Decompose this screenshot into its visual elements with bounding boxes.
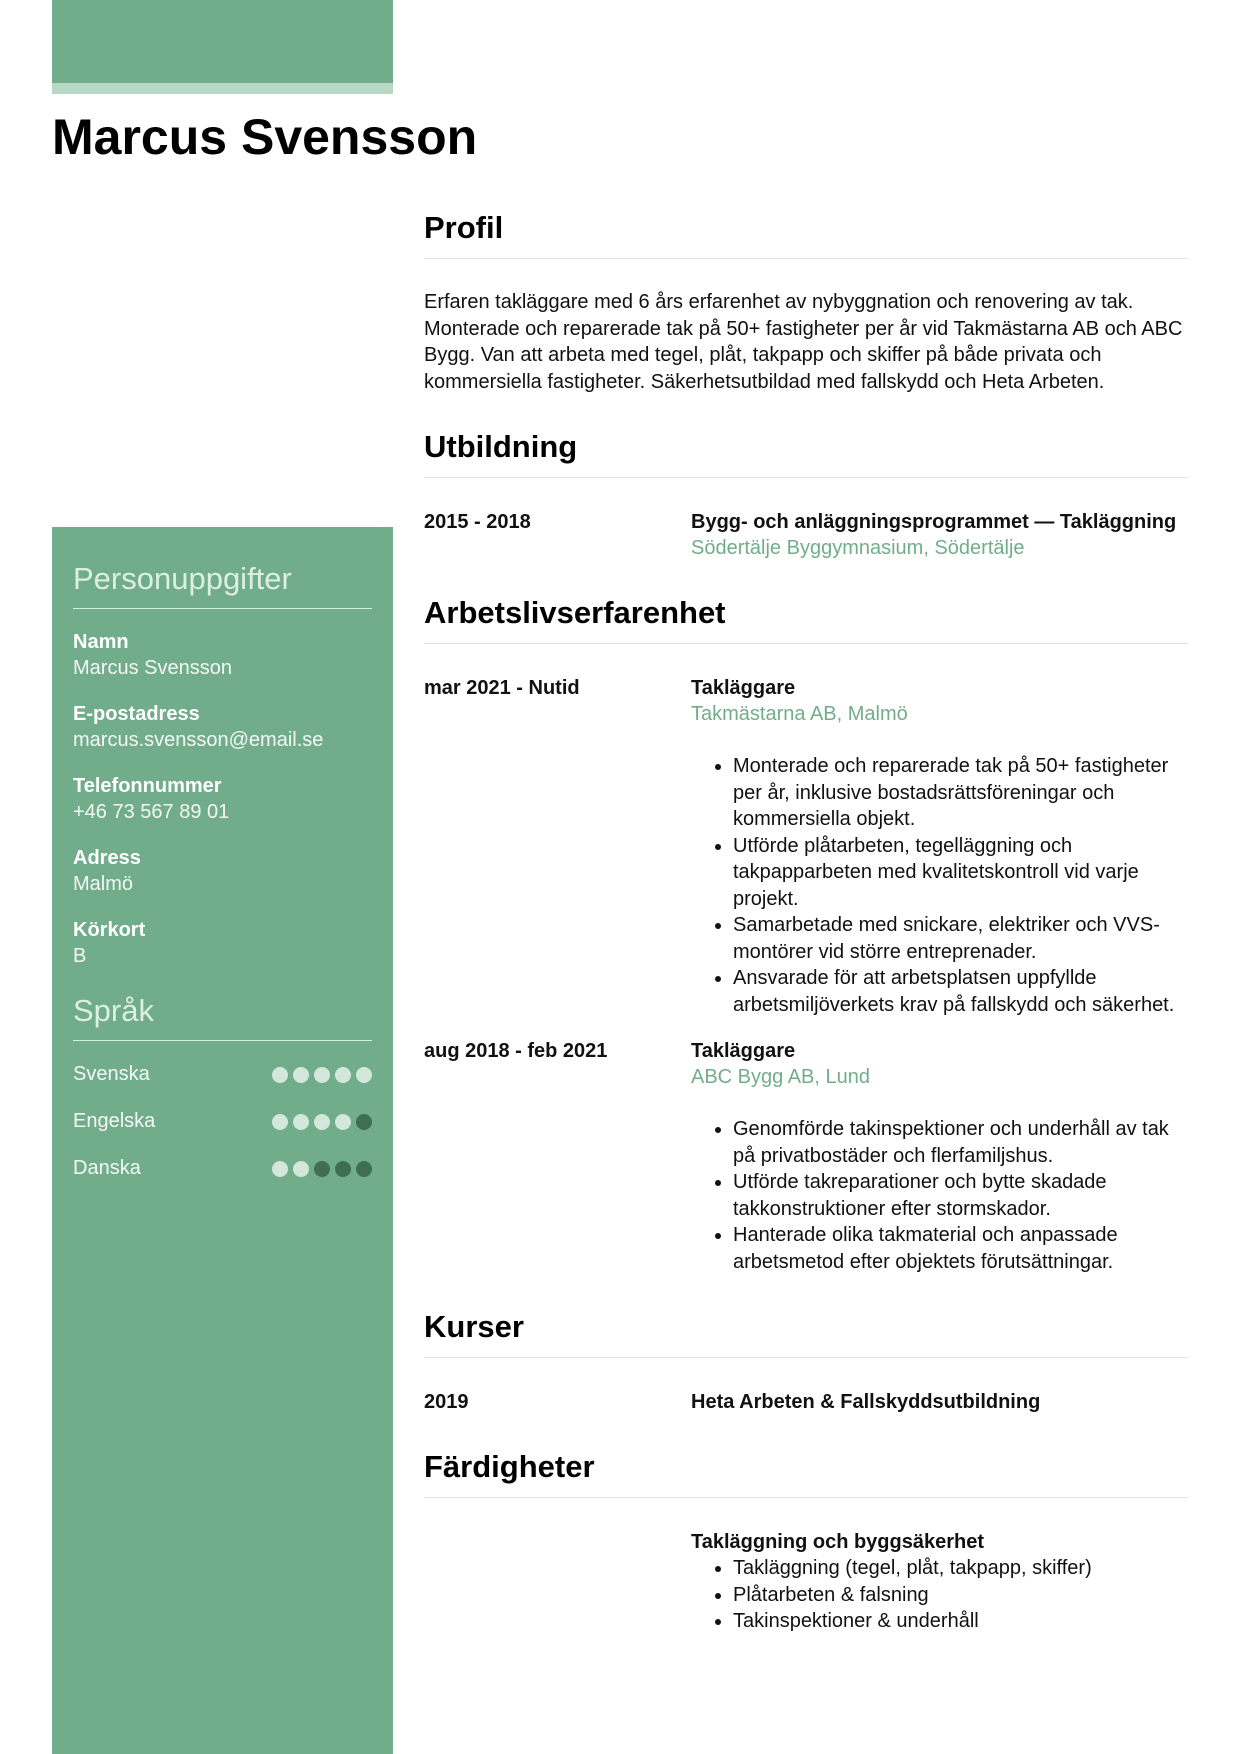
- main-content: [424, 210, 1188, 1635]
- language-name: Svenska: [73, 1063, 150, 1085]
- level-dot-filled: [293, 1067, 309, 1083]
- level-dot-filled: [272, 1114, 288, 1130]
- personal-info-label: Adress: [73, 847, 141, 869]
- entry-body: [691, 1529, 1188, 1635]
- entry-title: Takläggare: [691, 1040, 796, 1062]
- list-item: • Utförde plåtarbeten, tegelläggning och takpapparbeten med kvalitetskontroll vid varje projekt.: [733, 833, 1188, 913]
- personal-info-label: Körkort: [73, 919, 146, 941]
- language-name: Danska: [73, 1157, 141, 1179]
- courses-section: [424, 1309, 1188, 1415]
- entry-employer: Takmästarna AB, Malmö: [691, 703, 908, 725]
- skills-section: [424, 1449, 1188, 1635]
- personal-info-label: E-postadress: [73, 703, 200, 725]
- education-heading: Utbildning: [424, 429, 1188, 478]
- language-row: [73, 1051, 372, 1098]
- header-color-stripe: [52, 83, 393, 94]
- entry-institution: Södertälje Byggymnasium, Södertälje: [691, 537, 1025, 559]
- sidebar: [52, 527, 393, 1754]
- level-dot-empty: [335, 1161, 351, 1177]
- list-item: • Takinspektioner & underhåll: [733, 1608, 1188, 1635]
- language-level-dots: [272, 1114, 372, 1130]
- language-row: [73, 1098, 372, 1145]
- list-item: • Ansvarade för att arbetsplatsen uppfyllde arbetsmiljöverkets krav på fallskydd och säkerhet.: [733, 965, 1188, 1018]
- languages-list: [73, 1051, 372, 1192]
- entry-bullets: [691, 1116, 1188, 1275]
- entry-title: Takläggare: [691, 677, 796, 699]
- level-dot-empty: [356, 1114, 372, 1130]
- profile-section: [424, 210, 1188, 395]
- entry-title: Heta Arbeten & Fallskyddsutbildning: [691, 1391, 1041, 1413]
- personal-info-value: +46 73 567 89 01: [73, 801, 230, 823]
- skills-heading: Färdigheter: [424, 1449, 1188, 1498]
- entry-body: [691, 1389, 1188, 1415]
- skills-group-title: Takläggning och byggsäkerhet: [691, 1531, 985, 1553]
- entry-bullets: [691, 753, 1188, 1018]
- entry-employer: ABC Bygg AB, Lund: [691, 1066, 871, 1088]
- languages-heading: Språk: [73, 969, 372, 1041]
- experience-entry: [424, 675, 1188, 1018]
- course-entry: [424, 1389, 1188, 1415]
- level-dot-filled: [314, 1114, 330, 1130]
- level-dot-filled: [293, 1114, 309, 1130]
- level-dot-filled: [272, 1067, 288, 1083]
- experience-heading: Arbetslivserfarenhet: [424, 595, 1188, 644]
- language-name: Engelska: [73, 1110, 156, 1132]
- list-item: • Utförde takreparationer och bytte skadade takkonstruktioner efter stormskador.: [733, 1169, 1188, 1222]
- level-dot-filled: [293, 1161, 309, 1177]
- personal-info-list: [73, 629, 372, 969]
- entry-date: 2019: [424, 1391, 469, 1413]
- level-dot-filled: [335, 1067, 351, 1083]
- experience-entry: [424, 1038, 1188, 1275]
- list-item: • Genomförde takinspektioner och underhåll av tak på privatbostäder och flerfamiljshus.: [733, 1116, 1188, 1169]
- profile-heading: Profil: [424, 210, 1188, 259]
- list-item: • Samarbetade med snickare, elektriker och VVS-montörer vid större entreprenader.: [733, 912, 1188, 965]
- entry-date: mar 2021 - Nutid: [424, 677, 580, 699]
- education-entry: [424, 509, 1188, 561]
- list-item: • Monterade och reparerade tak på 50+ fastigheter per år, inklusive bostadsrättsföreningar och kommersiella objekt.: [733, 753, 1188, 833]
- personal-info-heading: Personuppgifter: [73, 527, 372, 609]
- level-dot-empty: [314, 1161, 330, 1177]
- entry-date: 2015 - 2018: [424, 511, 531, 533]
- level-dot-empty: [356, 1161, 372, 1177]
- education-section: [424, 429, 1188, 561]
- skills-entry: [424, 1529, 1188, 1635]
- skills-list: [691, 1555, 1188, 1635]
- header-color-band: [52, 0, 393, 83]
- profile-text: Erfaren takläggare med 6 års erfarenhet av nybyggnation och renovering av tak. Monterade och reparerade tak på 50+ fastigheter per år vid Takmästarna AB och ABC Bygg. Van att arbeta med tegel, plåt, takpapp och skiffer på både privata och kommersiella fastigheter. Säkerhetsutbildad med fallskydd och Heta Arbeten.: [424, 291, 1183, 393]
- personal-info-label: Namn: [73, 631, 129, 653]
- list-item: • Hanterade olika takmaterial och anpassade arbetsmetod efter objektets förutsättningar.: [733, 1222, 1188, 1275]
- personal-info-value: Malmö: [73, 873, 134, 895]
- language-level-dots: [272, 1067, 372, 1083]
- personal-info-item: [73, 773, 372, 825]
- entry-body: [691, 675, 1188, 1018]
- personal-info-label: Telefonnummer: [73, 775, 222, 797]
- entry-date-spacer: [424, 1529, 691, 1635]
- personal-info-value: Marcus Svensson: [73, 657, 232, 679]
- entry-body: [691, 509, 1188, 561]
- personal-info-value: marcus.svensson@email.se: [73, 729, 324, 751]
- experience-section: [424, 595, 1188, 1275]
- level-dot-filled: [356, 1067, 372, 1083]
- entry-date: aug 2018 - feb 2021: [424, 1040, 608, 1062]
- candidate-name: Marcus Svensson: [52, 109, 478, 165]
- personal-info-item: [73, 845, 372, 897]
- personal-info-item: [73, 629, 372, 681]
- language-level-dots: [272, 1161, 372, 1177]
- list-item: • Takläggning (tegel, plåt, takpapp, skiffer): [733, 1555, 1188, 1582]
- personal-info-item: [73, 701, 372, 753]
- language-row: [73, 1145, 372, 1192]
- personal-info-item: [73, 917, 372, 969]
- personal-info-value: B: [73, 945, 87, 967]
- entry-body: [691, 1038, 1188, 1275]
- level-dot-filled: [314, 1067, 330, 1083]
- level-dot-filled: [335, 1114, 351, 1130]
- level-dot-filled: [272, 1161, 288, 1177]
- courses-heading: Kurser: [424, 1309, 1188, 1358]
- entry-title: Bygg- och anläggningsprogrammet — Takläggning: [691, 511, 1177, 533]
- list-item: • Plåtarbeten & falsning: [733, 1582, 1188, 1609]
